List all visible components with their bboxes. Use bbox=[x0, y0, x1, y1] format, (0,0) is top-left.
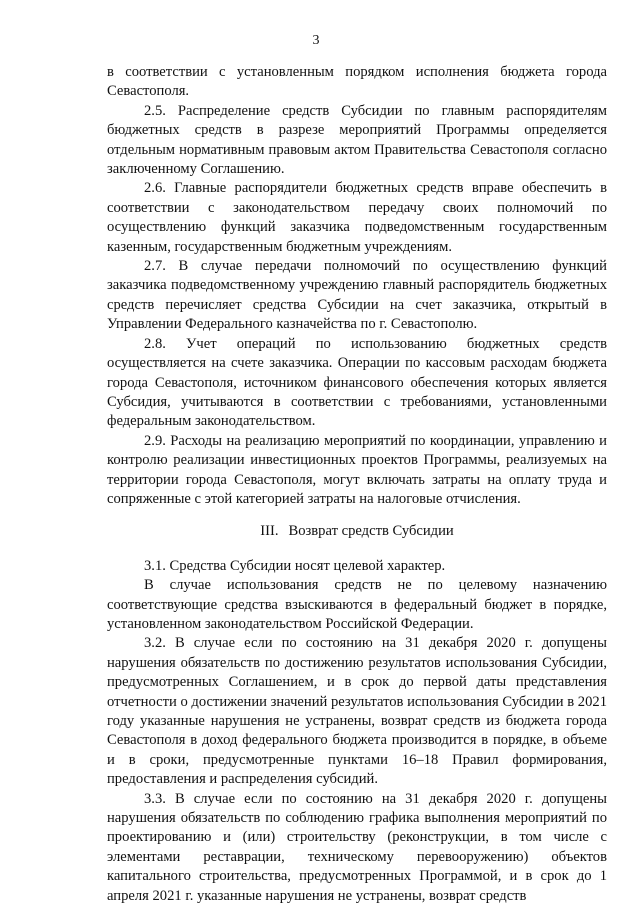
page-number: 3 bbox=[312, 33, 320, 48]
paragraph-2-7: 2.7. В случае передачи полномочий по осуществлению функций заказчика подведомственному учреждению главный распорядитель бюджетных средств перечисляет средства Субсидии на счет заказчика, открытый в Управлении Федерального казначейства по г. Севастополю. bbox=[107, 258, 607, 333]
paragraph-3-3: 3.3. В случае если по состоянию на 31 декабря 2020 г. допущены нарушения обязательств по соблюдению графика выполнения мероприятий по проектированию и (или) строительству (реконструкции, в том числе с элементами реставрации, техническому перевооружению) объектов капитального строительства, предусмотренных Программой, и в срок до 1 апреля 2021 г. указанные нарушения не устранены, возврат средств bbox=[107, 790, 607, 904]
paragraph-2-6: 2.6. Главные распорядители бюджетных средств вправе обеспечить в соответствии с законодательством передачу своих полномочий по осуществлению функций заказчика подведомственным государственным казенным, государственным бюджетным учреждениям. bbox=[107, 180, 607, 255]
paragraph-3-1: 3.1. Средства Субсидии носят целевой характер. bbox=[144, 557, 446, 574]
paragraph-2-9: 2.9. Расходы на реализацию мероприятий по координации, управлению и контролю реализации инвестиционных проектов Программы, реализуемых на территории города Севастополя, могут включать затраты на оплату труда и сопряженные с этой категорией затраты на налоговые отчисления. bbox=[107, 432, 607, 507]
paragraph-3-1-misuse: В случае использования средств не по целевому назначению соответствующие средства взыскиваются в федеральный бюджет в порядке, установленном законодательством Российской Федерации. bbox=[107, 577, 607, 632]
section-title: Возврат средств Субсидии bbox=[288, 523, 454, 540]
paragraph-3-2: 3.2. В случае если по состоянию на 31 декабря 2020 г. допущены нарушения обязательств по достижению результатов использования Субсидии, предусмотренных Соглашением, и в срок до первой даты представления отчетности о достижении значений результатов использования Субсидии в 2021 году указанные нарушения не устранены, возврат средств из бюджета города Севастополя в доход федерального бюджета производится в порядке, в объеме и в сроки, предусмотренные пунктами 16–18 Правил формирования, предоставления и распределения субсидий. bbox=[107, 635, 607, 788]
paragraph-2-8: 2.8. Учет операций по использованию бюджетных средств осуществляется на счете заказчика. Операции по кассовым расходам бюджета города Севастополя, источником финансового обеспечения которых является Субсидия, учитываются в соответствии с требованиями, установленными федеральным законодательством. bbox=[107, 335, 607, 430]
document-body bbox=[107, 63, 607, 906]
paragraph-continuation: в соответствии с установленным порядком исполнения бюджета города Севастополя. bbox=[107, 64, 607, 100]
section-number: III. bbox=[260, 523, 279, 540]
section-heading bbox=[107, 522, 607, 541]
paragraph-2-5: 2.5. Распределение средств Субсидии по главным распорядителям бюджетных средств в разрезе мероприятий Программы определяется отдельным нормативным правовым актом Правительства Севастополя согласно заключенному Соглашению. bbox=[107, 102, 607, 178]
